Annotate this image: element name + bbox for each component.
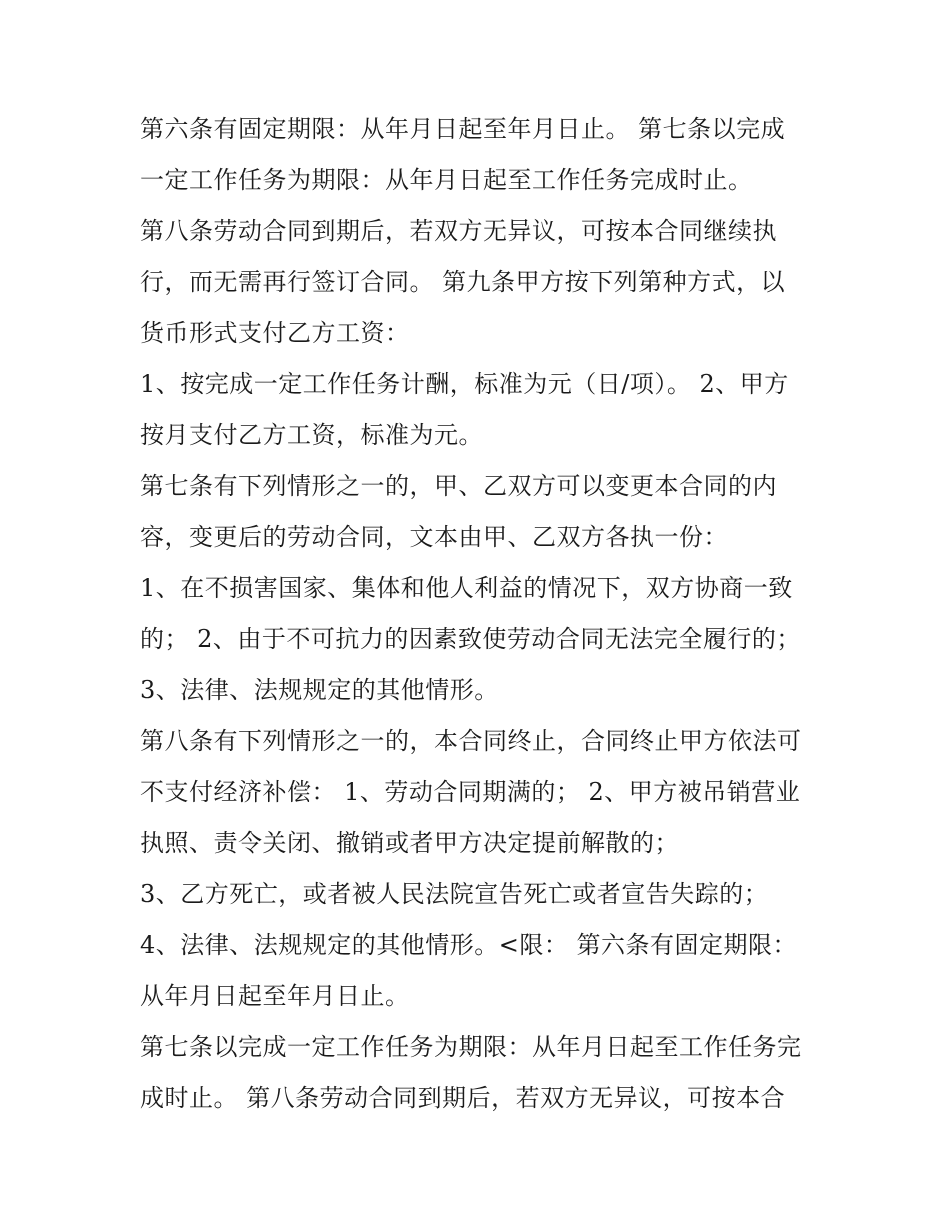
- text-line: 1、按完成一定工作任务计酬，标准为元（日/项）。 2、甲方: [140, 370, 789, 398]
- text-line: 执照、责令关闭、撤销或者甲方决定提前解散的；: [140, 829, 679, 857]
- text-line: 3、法律、法规规定的其他情形。: [140, 676, 499, 704]
- text-line: 货币形式支付乙方工资：: [140, 319, 410, 347]
- text-line: 第八条劳动合同到期后，若双方无异议，可按本合同继续执: [140, 217, 777, 245]
- text-line: 第八条有下列情形之一的，本合同终止，合同终止甲方依法可: [140, 727, 802, 755]
- text-line: 的； 2、由于不可抗力的因素致使劳动合同无法完全履行的；: [140, 625, 801, 653]
- text-line: 3、乙方死亡，或者被人民法院宣告死亡或者宣告失踪的；: [140, 880, 769, 908]
- document-body: [140, 104, 820, 1124]
- text-line: 按月支付乙方工资，标准为元。: [140, 421, 483, 449]
- text-line: 不支付经济补偿： 1、劳动合同期满的； 2、甲方被吊销营业: [140, 778, 801, 806]
- text-line: 一定工作任务为期限：从年月日起至工作任务完成时止。: [140, 166, 753, 194]
- text-line: 容，变更后的劳动合同，文本由甲、乙双方各执一份：: [140, 523, 728, 551]
- text-line: 成时止。 第八条劳动合同到期后，若双方无异议，可按本合: [140, 1084, 786, 1112]
- text-line: 行，而无需再行签订合同。 第九条甲方按下列第种方式，以: [140, 268, 786, 296]
- text-line: 从年月日起至年月日止。: [140, 982, 410, 1010]
- text-line: 1、在不损害国家、集体和他人利益的情况下，双方协商一致: [140, 574, 793, 602]
- text-line: 第七条有下列情形之一的，甲、乙双方可以变更本合同的内: [140, 472, 777, 500]
- text-line: 4、法律、法规规定的其他情形。<限： 第六条有固定期限：: [140, 931, 798, 959]
- text-line: 第六条有固定期限：从年月日起至年月日止。 第七条以完成: [140, 115, 786, 143]
- text-line: 第七条以完成一定工作任务为期限：从年月日起至工作任务完: [140, 1033, 802, 1061]
